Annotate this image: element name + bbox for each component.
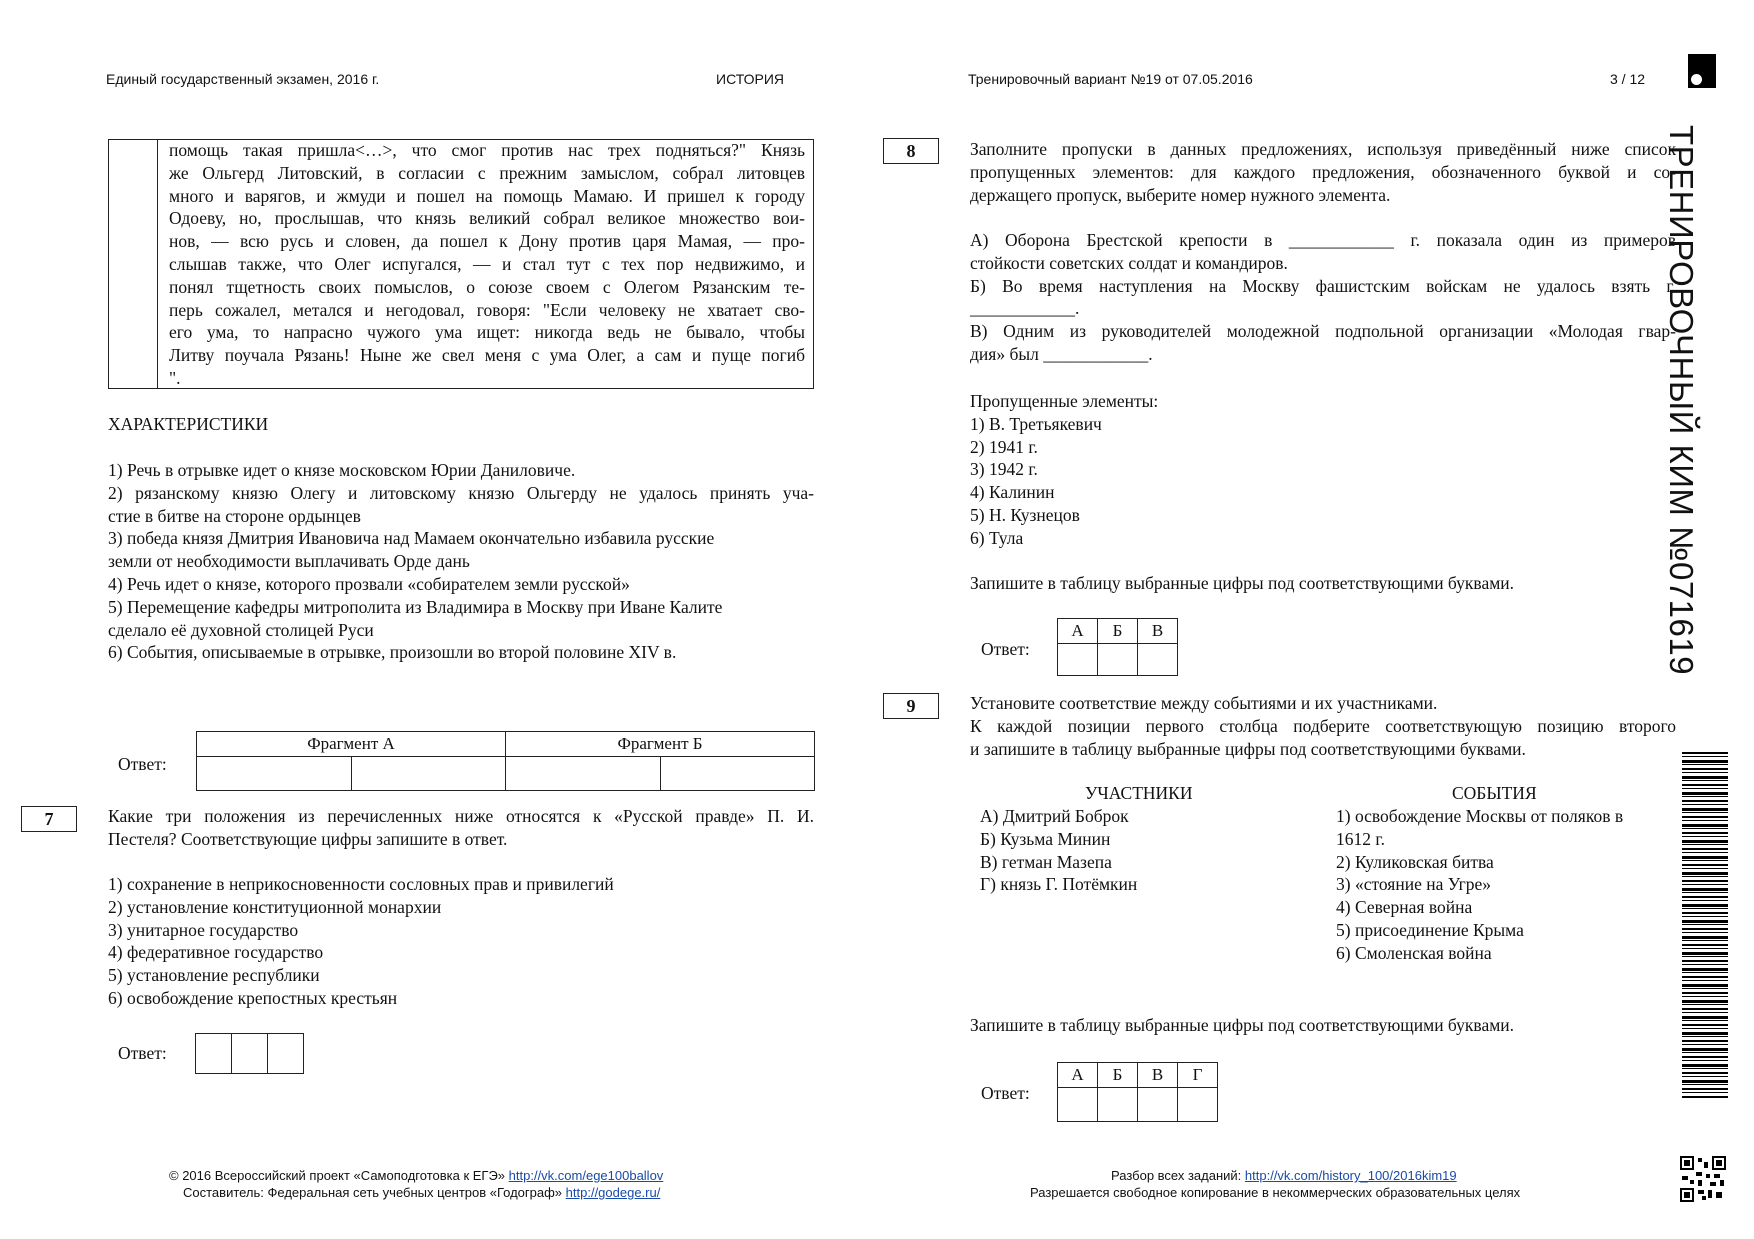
question-8-sentences: А) Оборона Брестской крепости в ____________ г. показала один из примеров стойкости советских солдат и командиров. Б) Во время наступления на Москву фашистским войскам не удалось взять г. ____________. В) Одним из руководителей молодежной подпольной организации «Молодая гвар- дия» был ____________. — [970, 230, 1676, 364]
list-item: 3) «стояние на Угре» — [1336, 874, 1492, 895]
source-excerpt-box — [108, 139, 814, 389]
list-item: 4) Речь идет о князе, которого прозвали «собирателем земли русской» — [108, 573, 630, 594]
answer-cell[interactable] — [1058, 1088, 1098, 1122]
header-exam: Единый государственный экзамен, 2016 г. — [106, 71, 380, 87]
list-item: 1) В. Третьякевич — [970, 413, 1102, 434]
question-7-text: Какие три положения из перечисленных ниже относятся к «Русской правде» П. И. Пестеля? Соответствующие цифры запишите в ответ. — [108, 806, 814, 849]
answer-label-q7: Ответ: — [118, 1043, 167, 1063]
list-item: 2) Куликовская битва — [1336, 851, 1494, 872]
answer-cell[interactable] — [1058, 644, 1098, 676]
letter-header: Б — [1098, 619, 1138, 644]
vk-history-link[interactable]: http://vk.com/history_100/2016kim19 — [1244, 1168, 1457, 1183]
answer-cell[interactable] — [232, 1034, 268, 1074]
events-list — [1336, 805, 1623, 965]
answer-cell[interactable] — [660, 757, 815, 791]
answer-cell[interactable] — [1178, 1088, 1218, 1122]
list-item: 3) 1942 г. — [970, 459, 1038, 480]
list-item: 4) Калинин — [970, 482, 1055, 503]
question-9-number: 9 — [883, 693, 939, 719]
q8-answer-table — [1057, 618, 1178, 676]
answer-cell[interactable] — [1138, 644, 1178, 676]
answer-cell[interactable] — [197, 757, 352, 791]
question-9-intro: Установите соответствие между событиями и их участниками. К каждой позиции первого столбца подберите соответствующую позицию второго и запишите в таблицу выбранные цифры под соответствующими буквами. — [970, 693, 1676, 759]
letter-header: Б — [1098, 1063, 1138, 1088]
footer-right-line1: Разбор всех заданий: http://vk.com/history_100/2016kim19 — [1111, 1168, 1457, 1183]
source-excerpt-text: помощь такая пришла<…>, что смог против нас трех подняться?" Князь же Ольгерд Литовский, в согласии с прежним замыслом, собрал литовцев много и варягов, и жмуди и пошел на помощь Мамаю. И пришел к городу Одоеву, но, прослышав, что князь великий собрал великое множество вои- нов, — всю русь и словен, да пошел к Дону против царя Мамая, — про- слышав также, что Олег испугался, — и стал тут с тех пор недвижимо, и понял тщетность своих помыслов, о союзе своем с Олегом Рязанским те- перь сожалел, метался и негодовал, говоря: "Если человеку не хватает сво- его ума, то напрасно чужого ума ищет: никогда ведь не бывало, чтобы Литву поучала Рязань! Ныне же свел меня с ума Олег, а сам и пуще погиб ". — [169, 140, 805, 388]
list-item: 5) установление республики — [108, 965, 320, 986]
elements-title: Пропущенные элементы: — [970, 391, 1159, 411]
events-title: СОБЫТИЯ — [1452, 783, 1537, 803]
letter-header: В — [1138, 619, 1178, 644]
participants-list — [980, 805, 1137, 896]
list-item: 1) сохранение в неприкосновенности сословных прав и привилегий — [108, 874, 614, 894]
letter-header: В — [1138, 1063, 1178, 1088]
fragment-b-header: Фрагмент Б — [506, 732, 815, 757]
fragments-answer-table — [196, 731, 815, 791]
list-item: 6) События, описываемые в отрывке, произошли во второй половине XIV в. — [108, 642, 677, 663]
list-item: 1612 г. — [1336, 828, 1385, 849]
header-page-number: 3 / 12 — [1610, 71, 1646, 87]
list-item: 2) установление конституционной монархии — [108, 896, 442, 917]
answer-label-q9: Ответ: — [981, 1083, 1030, 1103]
list-item: 6) Смоленская война — [1336, 942, 1492, 963]
list-item: 5) присоединение Крыма — [1336, 919, 1524, 940]
answer-label-fragments: Ответ: — [118, 754, 167, 774]
list-item: Б) Кузьма Минин — [980, 828, 1111, 849]
header-variant: Тренировочный вариант №19 от 07.05.2016 — [968, 71, 1253, 87]
question-7-options — [108, 873, 614, 1010]
barcode-icon — [1682, 752, 1728, 1098]
q9-answer-table — [1057, 1062, 1218, 1122]
list-item: 5) Перемещение кафедры митрополита из Владимира в Москву при Иване Калите — [108, 596, 723, 617]
fragment-a-header: Фрагмент А — [197, 732, 506, 757]
list-item: 3) унитарное государство — [108, 919, 299, 940]
list-item: 2) 1941 г. — [970, 436, 1038, 457]
answer-cell[interactable] — [1098, 1088, 1138, 1122]
list-item: 2) рязанскому князю Олегу и литовскому князю Ольгерду не удалось принять уча- — [108, 482, 814, 503]
header-subject: ИСТОРИЯ — [716, 71, 785, 87]
list-item: 1) Речь в отрывке идет о князе московском Юрии Даниловиче. — [108, 460, 576, 480]
list-item: 4) федеративное государство — [108, 942, 324, 963]
question-8-instruction: Запишите в таблицу выбранные цифры под соответствующими буквами. — [970, 573, 1515, 593]
footer-right-line2: Разрешается свободное копирование в некоммерческих образовательных целях — [1030, 1185, 1521, 1200]
list-item: 4) Северная война — [1336, 897, 1473, 918]
vk-ege-link[interactable]: http://vk.com/ege100ballov — [508, 1168, 664, 1183]
list-item: сделало её духовной столицей Руси — [108, 619, 374, 640]
characteristics-list — [108, 459, 814, 664]
question-8-intro: Заполните пропуски в данных предложениях, используя приведённый ниже список пропущенных элементов: для каждого предложения, обозначенного буквой и со- держащего пропуск, выберите номер нужного элемента. — [970, 139, 1676, 205]
question-8-number: 8 — [883, 138, 939, 164]
list-item: А) Дмитрий Боброк — [980, 806, 1129, 826]
answer-cell[interactable] — [196, 1034, 232, 1074]
answer-label-q8: Ответ: — [981, 639, 1030, 659]
answer-cell[interactable] — [1098, 644, 1138, 676]
answer-cell[interactable] — [506, 757, 661, 791]
letter-header: Г — [1178, 1063, 1218, 1088]
list-item: 1) освобождение Москвы от поляков в — [1336, 806, 1624, 826]
answer-cell[interactable] — [351, 757, 506, 791]
characteristics-title: ХАРАКТЕРИСТИКИ — [108, 414, 269, 434]
list-item: 6) Тула — [970, 527, 1024, 548]
list-item: 3) победа князя Дмитрия Ивановича над Мамаем окончательно избавила русские — [108, 528, 715, 549]
godege-link[interactable]: http://godege.ru/ — [565, 1185, 661, 1200]
list-item: В) гетман Мазепа — [980, 851, 1112, 872]
list-item: 5) Н. Кузнецов — [970, 504, 1080, 525]
vertical-kim-title: ТРЕНИРОВОЧНЫЙ КИМ №071619 — [1663, 125, 1700, 676]
answer-cell[interactable] — [1138, 1088, 1178, 1122]
answer-cell[interactable] — [268, 1034, 304, 1074]
question-9-instruction: Запишите в таблицу выбранные цифры под соответствующими буквами. — [970, 1015, 1515, 1035]
list-item: земли от необходимости выплачивать Орде дань — [108, 551, 470, 572]
letter-header: А — [1058, 1063, 1098, 1088]
qr-code-icon — [1680, 1156, 1726, 1202]
footer-left-line1: © 2016 Всероссийский проект «Самоподготовка к ЕГЭ» http://vk.com/ege100ballov — [169, 1168, 664, 1183]
question-7-number: 7 — [21, 806, 77, 832]
q7-answer-table — [195, 1033, 304, 1074]
list-item: стие в битве на стороне ордынцев — [108, 505, 361, 526]
letter-header: А — [1058, 619, 1098, 644]
participants-title: УЧАСТНИКИ — [1085, 783, 1193, 803]
list-item: Г) князь Г. Потёмкин — [980, 874, 1138, 895]
footer-left-line2: Составитель: Федеральная сеть учебных центров «Годограф» http://godege.ru/ — [183, 1185, 661, 1200]
question-8-elements — [970, 390, 1158, 550]
list-item: 6) освобождение крепостных крестьян — [108, 987, 398, 1008]
corner-marker-icon — [1688, 54, 1716, 88]
